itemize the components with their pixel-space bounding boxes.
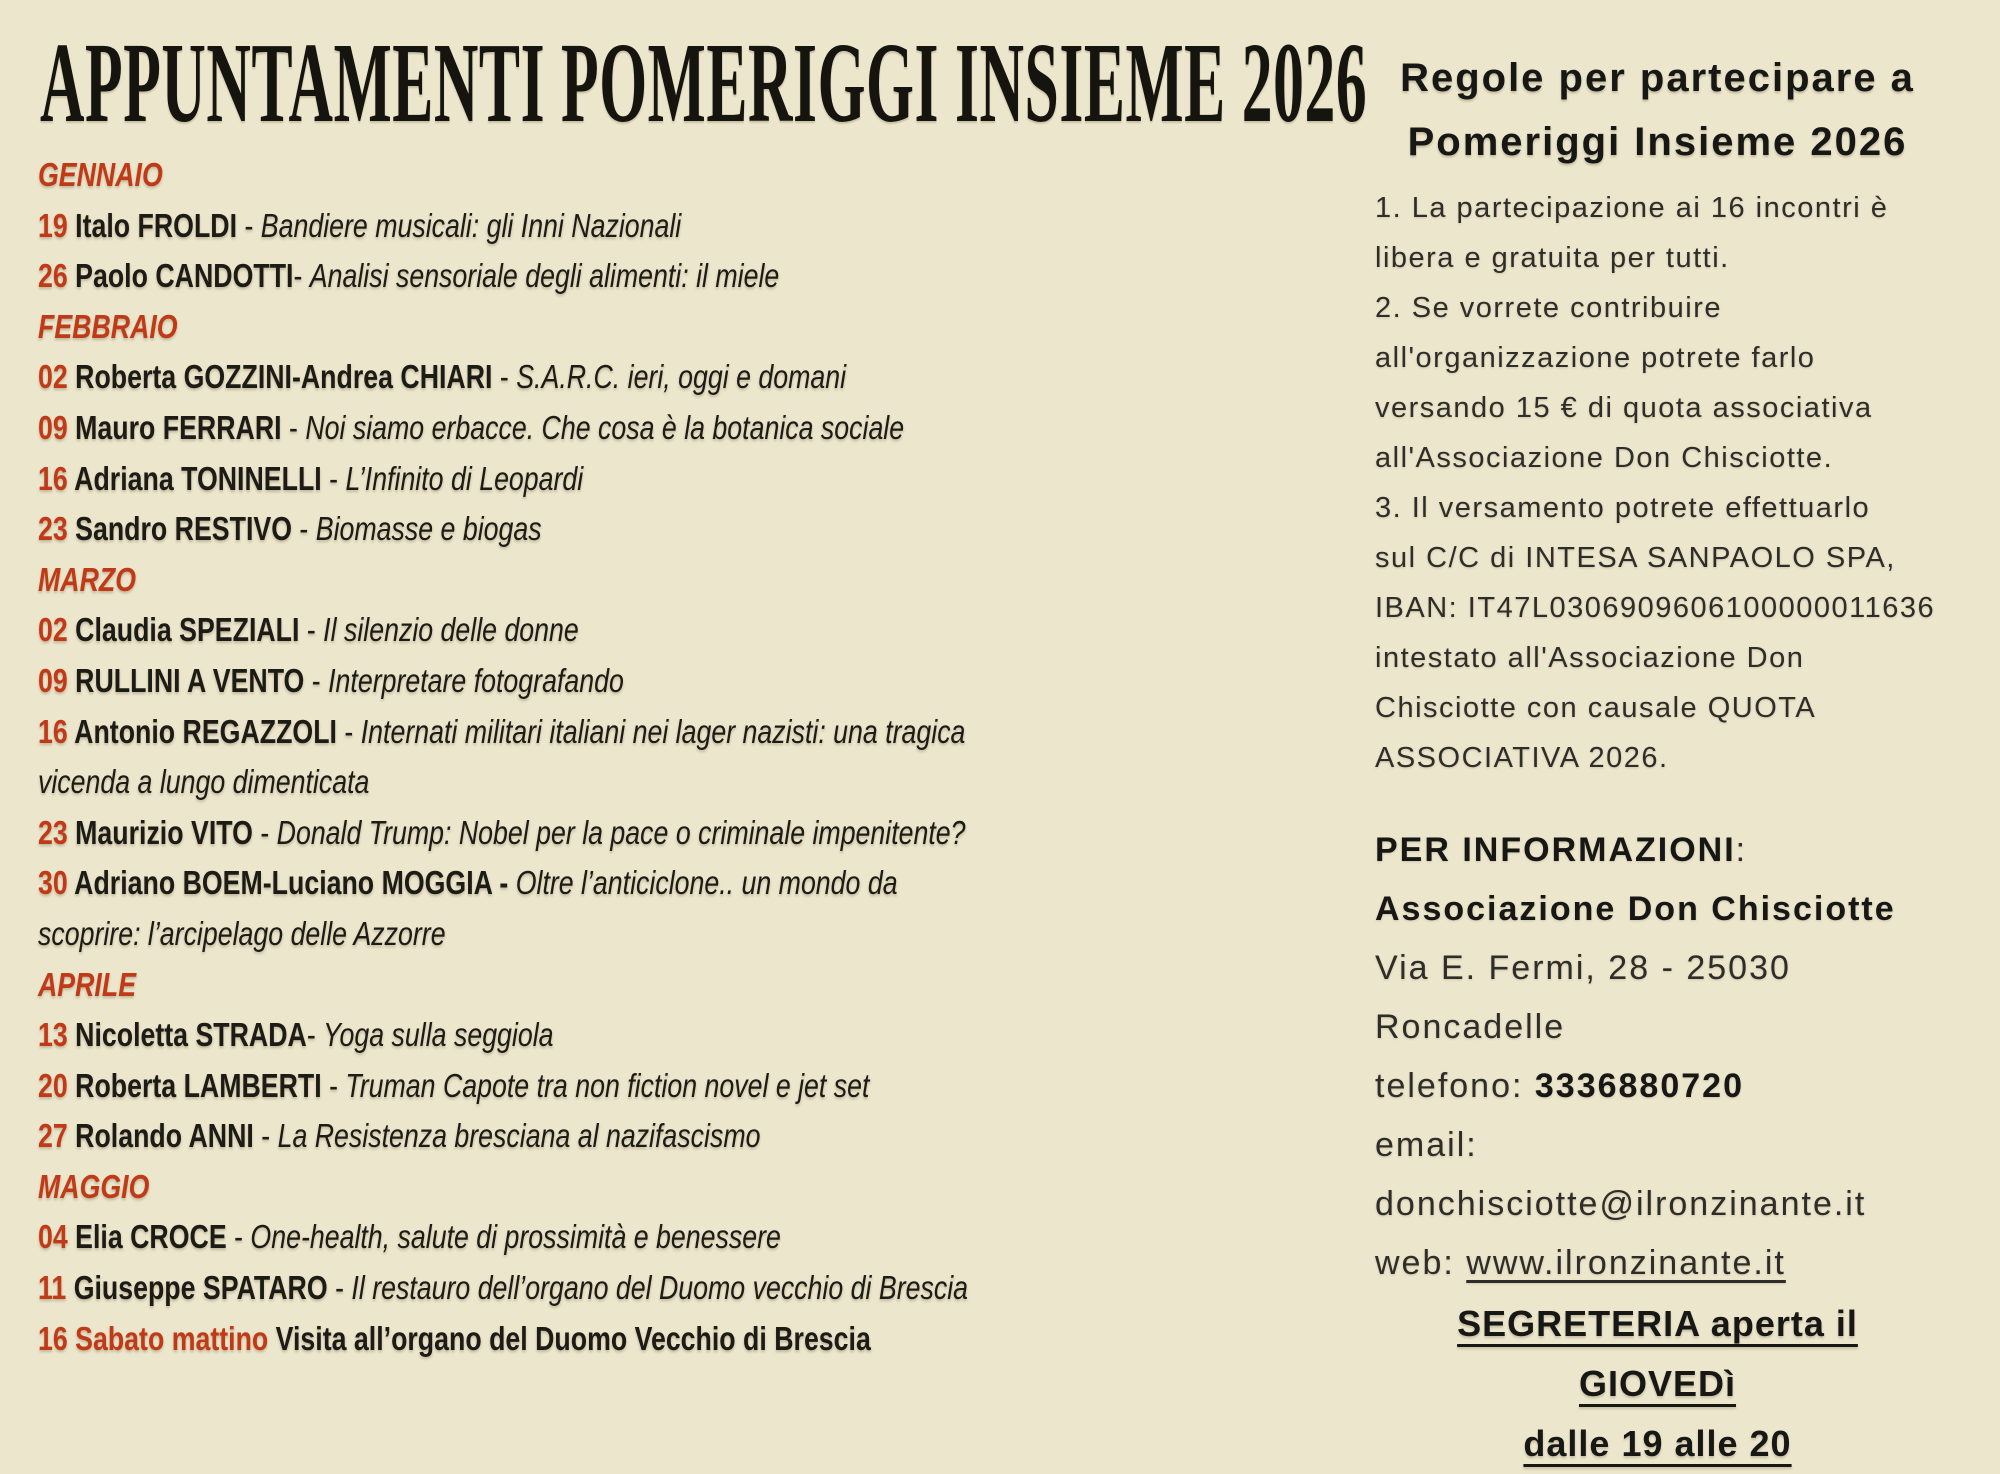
separator: - xyxy=(321,1066,346,1104)
event-date: 02 xyxy=(38,611,76,649)
rule-line: ASSOCIATIVA 2026. xyxy=(1375,742,1669,774)
month-heading: GENNAIO xyxy=(38,156,163,193)
separator: - xyxy=(327,1269,352,1307)
speaker-name: Paolo CANDOTTI xyxy=(75,257,294,295)
speaker-name: Elia CROCE xyxy=(75,1218,227,1256)
rule-line: 3. Il versamento potrete effettuarlo xyxy=(1375,492,1871,524)
text-row xyxy=(38,201,1018,252)
separator: - xyxy=(304,661,329,699)
info-text-bold: PER INFORMAZIONI xyxy=(1375,831,1736,869)
rule-line: all'organizzazione potrete farlo xyxy=(1375,342,1816,374)
separator: - xyxy=(237,206,261,244)
event-date: 09 xyxy=(38,661,76,699)
event-highlight: Sabato mattino xyxy=(75,1319,276,1357)
rule-line: intestato all'Associazione Don xyxy=(1375,642,1805,674)
separator: - xyxy=(252,813,277,851)
event-date: 23 xyxy=(38,813,76,851)
event-date: 26 xyxy=(38,257,76,295)
event-description: Donald Trump: Nobel per la pace o criminale impenitente? xyxy=(276,813,966,851)
event-description: scoprire: l’arcipelago delle Azzorre xyxy=(38,914,446,952)
event-date: 23 xyxy=(38,510,76,548)
speaker-name: Roberta GOZZINI-Andrea CHIARI xyxy=(75,358,493,396)
event-description: Oltre l’anticiclone.. un mondo da xyxy=(515,864,898,902)
rules-heading xyxy=(1375,46,1940,174)
event-date: 27 xyxy=(38,1117,76,1155)
text-row xyxy=(38,858,1018,909)
event-date: 19 xyxy=(38,206,76,244)
text-row xyxy=(1375,998,1940,1057)
speaker-name: Antonio REGAZZOLI xyxy=(74,712,337,750)
speaker-name: Nicoletta STRADA xyxy=(75,1016,307,1054)
event-description: Il restauro dell’organo del Duomo vecchio di Brescia xyxy=(351,1269,969,1307)
separator: - xyxy=(321,459,346,497)
text-row xyxy=(38,757,1018,808)
text-row xyxy=(1375,880,1940,939)
event-date: 20 xyxy=(38,1066,76,1104)
speaker-name: Sandro RESTIVO xyxy=(75,510,293,548)
rule-line: libera e gratuita per tutti. xyxy=(1375,242,1730,274)
event-description: La Resistenza bresciana al nazifascismo xyxy=(277,1117,761,1155)
event-description: Yoga sulla seggiola xyxy=(323,1016,554,1054)
text-row xyxy=(38,1010,1018,1061)
month-heading: MAGGIO xyxy=(38,1167,150,1205)
month-heading: APRILE xyxy=(38,965,137,1003)
speaker-name: Giuseppe SPATARO xyxy=(73,1269,328,1307)
text-row xyxy=(38,454,1018,505)
contact-info xyxy=(1375,821,1940,1293)
rule-line: Chisciotte con causale QUOTA xyxy=(1375,692,1817,724)
event-date: 04 xyxy=(38,1218,76,1256)
info-text: donchisciotte@ilronzinante.it xyxy=(1375,1185,1867,1223)
event-title-bold: Visita all’organo del Duomo Vecchio di Brescia xyxy=(275,1319,871,1357)
info-text: web: xyxy=(1375,1244,1467,1282)
page-title: APPUNTAMENTI POMERIGGI INSIEME 2026 xyxy=(40,20,1368,147)
info-text: Via E. Fermi, 28 - 25030 xyxy=(1375,949,1791,987)
rules-heading-line2: Pomeriggi Insieme 2026 xyxy=(1407,120,1908,164)
event-description: Biomasse e biogas xyxy=(315,510,542,548)
text-row xyxy=(1375,1057,1940,1116)
separator: - xyxy=(293,257,310,295)
text-row xyxy=(38,1111,1018,1162)
text-row xyxy=(38,1061,1018,1112)
text-row xyxy=(38,656,1018,707)
text-row xyxy=(1375,1175,1940,1234)
secretariat-line1: SEGRETERIA aperta il GIOVEDì xyxy=(1457,1303,1858,1404)
event-description: S.A.R.C. ieri, oggi e domani xyxy=(516,358,847,396)
speaker-name: Rolando ANNI xyxy=(75,1117,254,1155)
speaker-name: Claudia SPEZIALI xyxy=(75,611,300,649)
month-row xyxy=(38,302,1018,353)
month-row xyxy=(38,555,1018,606)
events-calendar xyxy=(38,150,1018,1364)
event-description: Il silenzio delle donne xyxy=(323,611,579,649)
event-description: Noi siamo erbacce. Che cosa è la botanica sociale xyxy=(305,408,905,446)
text-row xyxy=(38,352,1018,403)
text-row xyxy=(38,403,1018,454)
speaker-name: Adriana TONINELLI xyxy=(74,459,322,497)
text-row xyxy=(38,504,1018,555)
rule-line: 1. La partecipazione ai 16 incontri è xyxy=(1375,192,1889,224)
text-row xyxy=(38,605,1018,656)
speaker-name: Mauro FERRARI xyxy=(75,408,282,446)
info-text: telefono: xyxy=(1375,1067,1535,1105)
info-text: : xyxy=(1735,831,1748,869)
text-row xyxy=(1375,939,1940,998)
event-date: 16 xyxy=(38,1319,76,1357)
separator: - xyxy=(226,1218,251,1256)
event-description: One-health, salute di prossimità e benessere xyxy=(250,1218,781,1256)
text-row xyxy=(38,1314,1018,1365)
month-row xyxy=(38,1162,1018,1213)
event-date: 11 xyxy=(38,1269,74,1307)
info-text-bold: 3336880720 xyxy=(1534,1067,1744,1105)
rules-heading-line1: Regole per partecipare a xyxy=(1400,56,1915,100)
text-row xyxy=(1375,1116,1940,1175)
text-row xyxy=(1375,821,1940,880)
month-row xyxy=(38,960,1018,1011)
separator: - xyxy=(292,510,316,548)
month-heading: FEBBRAIO xyxy=(38,307,178,345)
event-description: vicenda a lungo dimenticata xyxy=(38,763,370,801)
info-text-bold: Associazione Don Chisciotte xyxy=(1375,890,1896,928)
text-row xyxy=(38,707,1018,758)
text-row xyxy=(1375,1234,1940,1293)
separator: - xyxy=(336,712,361,750)
info-text: email: xyxy=(1375,1126,1478,1164)
event-description: L’Infinito di Leopardi xyxy=(345,459,584,497)
event-date: 30 xyxy=(38,864,75,902)
month-row xyxy=(38,150,1018,201)
text-row xyxy=(38,1212,1018,1263)
text-row xyxy=(38,251,1018,302)
separator: - xyxy=(281,408,306,446)
text-row xyxy=(38,808,1018,859)
text-row xyxy=(38,1263,1018,1314)
event-date: 02 xyxy=(38,358,76,396)
rule-line: versando 15 € di quota associativa xyxy=(1375,392,1873,424)
speaker-name: Maurizio VITO xyxy=(75,813,253,851)
event-description: Truman Capote tra non fiction novel e jet set xyxy=(345,1066,870,1104)
rule-line: sul C/C di INTESA SANPAOLO SPA, xyxy=(1375,542,1896,574)
event-date: 09 xyxy=(38,408,76,446)
month-heading: MARZO xyxy=(38,560,136,598)
separator: - xyxy=(492,358,517,396)
event-description: Bandiere musicali: gli Inni Nazionali xyxy=(260,206,682,244)
event-date: 13 xyxy=(38,1016,76,1054)
event-description: Internati militari italiani nei lager nazisti: una tragica xyxy=(360,712,966,750)
event-description: Interpretare fotografando xyxy=(328,661,624,699)
rule-line: all'Associazione Don Chisciotte. xyxy=(1375,442,1834,474)
participation-rules xyxy=(1375,183,1940,783)
event-date: 16 xyxy=(38,459,75,497)
secretariat-line2: dalle 19 alle 20 xyxy=(1523,1423,1792,1464)
separator: - xyxy=(253,1117,278,1155)
separator: - xyxy=(299,611,324,649)
secretariat-hours xyxy=(1375,1294,1940,1474)
speaker-name: Adriano BOEM-Luciano MOGGIA - xyxy=(74,864,516,902)
info-text: Roncadelle xyxy=(1375,1008,1566,1046)
event-description: Analisi sensoriale degli alimenti: il miele xyxy=(309,257,780,295)
separator: - xyxy=(306,1016,324,1054)
rule-line: 2. Se vorrete contribuire xyxy=(1375,292,1722,324)
speaker-name: Roberta LAMBERTI xyxy=(75,1066,322,1104)
rule-line: IBAN: IT47L0306909606100000011636 xyxy=(1375,592,1936,624)
speaker-name: Italo FROLDI xyxy=(75,206,238,244)
speaker-name: RULLINI A VENTO xyxy=(75,661,305,699)
event-date: 16 xyxy=(38,712,75,750)
text-row xyxy=(38,909,1018,960)
website-link[interactable]: www.ilronzinante.it xyxy=(1466,1244,1786,1282)
